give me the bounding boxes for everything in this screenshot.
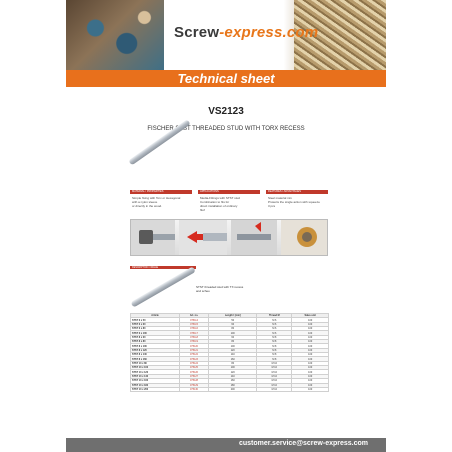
- logo-accent-text: -express.com: [219, 24, 319, 41]
- table-cell: 075120: [179, 344, 208, 348]
- table-cell: STST 10 x 100: [131, 366, 180, 370]
- table-cell: M 10: [257, 379, 292, 383]
- table-cell: 100: [292, 344, 329, 348]
- table-cell: STST 8 x 160: [131, 357, 180, 361]
- installation-drawing: [131, 220, 327, 255]
- table-cell: STST 10 x 120: [131, 370, 180, 374]
- table-cell: 140: [209, 374, 257, 378]
- table-cell: 60: [209, 322, 257, 326]
- product-title: FISCHER STST THREADED STUD WITH TORX RECESS: [147, 126, 305, 132]
- section-body-applications: [200, 196, 258, 212]
- table-cell: M 10: [257, 361, 292, 365]
- table-cell: 60: [209, 335, 257, 339]
- section-body-features: [268, 196, 328, 208]
- table-cell: 075115: [179, 322, 208, 326]
- table-cell: STST 8 x 120: [131, 348, 180, 352]
- column-header: Length l [mm]: [209, 314, 257, 318]
- section-body-material: [132, 196, 190, 208]
- section-line: Protects the single action with squeeze: [268, 200, 320, 204]
- drill-bit: [139, 230, 153, 244]
- table-cell: 075127: [179, 374, 208, 378]
- table-cell: 075128: [179, 379, 208, 383]
- product-code: VS2123: [208, 106, 244, 117]
- description-line: STST threaded stud with TX recess: [196, 285, 244, 289]
- logo-main-text: Screw: [174, 24, 220, 41]
- table-cell: 140: [209, 353, 257, 357]
- table-cell: 075116: [179, 327, 208, 331]
- table-cell: 200: [209, 387, 257, 391]
- section-line: Simple fixing with Torx or Hexagonal: [132, 196, 181, 200]
- description-text: [196, 285, 243, 293]
- banner-title: Technical sheet: [177, 71, 275, 86]
- column-header: Sales unit: [292, 314, 329, 318]
- table-cell: 100: [292, 361, 329, 365]
- specification-table: [130, 313, 329, 392]
- table-cell: M 8: [257, 344, 292, 348]
- table-cell: 075129: [179, 383, 208, 387]
- section-line: Media-Fittings with STST stud: [200, 196, 240, 200]
- table-cell: STST 8 x 100: [131, 344, 180, 348]
- table-cell: 50: [209, 318, 257, 322]
- column-header: Thread M: [257, 314, 292, 318]
- table-cell: 100: [209, 344, 257, 348]
- table-cell: 100: [292, 370, 329, 374]
- section-line: Combination to fits for: [200, 200, 230, 204]
- table-cell: 100: [292, 357, 329, 361]
- table-cell: 075122: [179, 353, 208, 357]
- table-cell: 100: [209, 366, 257, 370]
- table-cell: M 10: [257, 370, 292, 374]
- title-bar: [66, 70, 386, 87]
- table-cell: 100: [292, 379, 329, 383]
- table-cell: 100: [292, 327, 329, 331]
- installation-photos: [130, 219, 328, 256]
- table-cell: STST 6 x 80: [131, 327, 180, 331]
- table-cell: STST 10 x 180: [131, 383, 180, 387]
- table-cell: STST 6 x 100: [131, 331, 180, 335]
- table-cell: STST 8 x 80: [131, 340, 180, 344]
- table-cell: 075121: [179, 348, 208, 352]
- table-cell: STST 8 x 140: [131, 353, 180, 357]
- table-row: [131, 387, 329, 391]
- sleeve-part: [203, 233, 227, 241]
- table-cell: M 8: [257, 335, 292, 339]
- section-heading-features: FEATURES / ADVANTAGES: [266, 190, 328, 194]
- table-cell: 80: [209, 361, 257, 365]
- table-cell: M 6: [257, 318, 292, 322]
- table-cell: M 8: [257, 353, 292, 357]
- threaded-stud-image-2: [131, 266, 196, 307]
- table-cell: 100: [292, 353, 329, 357]
- table-cell: STST 10 x 80: [131, 361, 180, 365]
- table-cell: 075125: [179, 366, 208, 370]
- table-cell: M 10: [257, 383, 292, 387]
- table-cell: 100: [292, 366, 329, 370]
- table-cell: 100: [292, 322, 329, 326]
- stud-part: [153, 234, 175, 240]
- table-cell: 100: [292, 348, 329, 352]
- section-line: or directly in the wood.: [132, 204, 163, 208]
- table-cell: 160: [209, 379, 257, 383]
- footer-bar: [66, 438, 386, 452]
- table-cell: 160: [209, 357, 257, 361]
- table-cell: STST 10 x 140: [131, 374, 180, 378]
- table-cell: 100: [292, 383, 329, 387]
- table-cell: 100: [292, 318, 329, 322]
- section-line: 3 pcs: [268, 204, 276, 208]
- table-cell: 80: [209, 327, 257, 331]
- table-cell: STST 6 x 60: [131, 322, 180, 326]
- table-cell: 180: [209, 383, 257, 387]
- column-header: Article: [131, 314, 180, 318]
- table-cell: STST 10 x 200: [131, 387, 180, 391]
- description-line: and scheo: [196, 289, 210, 293]
- table-cell: 120: [209, 348, 257, 352]
- table-cell: M 10: [257, 366, 292, 370]
- table-cell: M 8: [257, 357, 292, 361]
- table-cell: STST 10 x 160: [131, 379, 180, 383]
- table-cell: 075124: [179, 361, 208, 365]
- table-cell: 075119: [179, 340, 208, 344]
- section-line: fitof: [200, 208, 205, 212]
- table-cell: M 8: [257, 340, 292, 344]
- table-cell: M 10: [257, 374, 292, 378]
- header-banner: [66, 0, 386, 70]
- table-cell: 075123: [179, 357, 208, 361]
- table-cell: M 6: [257, 322, 292, 326]
- table-cell: 075114: [179, 318, 208, 322]
- section-heading-applications: APPLICATIONS: [198, 190, 260, 194]
- table-cell: 100: [292, 335, 329, 339]
- table-cell: M 10: [257, 387, 292, 391]
- table-cell: STST 8 x 60: [131, 335, 180, 339]
- table-cell: M 6: [257, 331, 292, 335]
- table-cell: 075118: [179, 335, 208, 339]
- table-cell: 075126: [179, 370, 208, 374]
- table-cell: 075117: [179, 331, 208, 335]
- table-cell: 100: [292, 374, 329, 378]
- wrench-shaft: [237, 234, 271, 240]
- table-cell: 100: [292, 331, 329, 335]
- contact-email-link[interactable]: customer.service@screw-express.com: [238, 440, 368, 447]
- table-cell: STST 6 x 50: [131, 318, 180, 322]
- table-cell: M 8: [257, 348, 292, 352]
- section-line: direct installation of ordinary: [200, 204, 238, 208]
- tools-photo: [66, 0, 164, 70]
- column-header: Art. no.: [179, 314, 208, 318]
- section-line: Steel material mix: [268, 196, 292, 200]
- table-cell: 120: [209, 370, 257, 374]
- fitting-core: [302, 232, 312, 242]
- table-cell: 100: [292, 340, 329, 344]
- site-logo[interactable]: [174, 24, 318, 41]
- section-line: with a nylon sleeve: [132, 200, 158, 204]
- section-heading-description: DESCRIPTION / IMAGE: [130, 266, 196, 269]
- section-heading-material: MATERIAL / PROPERTIES: [130, 190, 192, 194]
- table-cell: 075130: [179, 387, 208, 391]
- table-body: [131, 318, 329, 392]
- table-cell: M 6: [257, 327, 292, 331]
- table-cell: 100: [292, 387, 329, 391]
- table-cell: 100: [209, 331, 257, 335]
- table-cell: 80: [209, 340, 257, 344]
